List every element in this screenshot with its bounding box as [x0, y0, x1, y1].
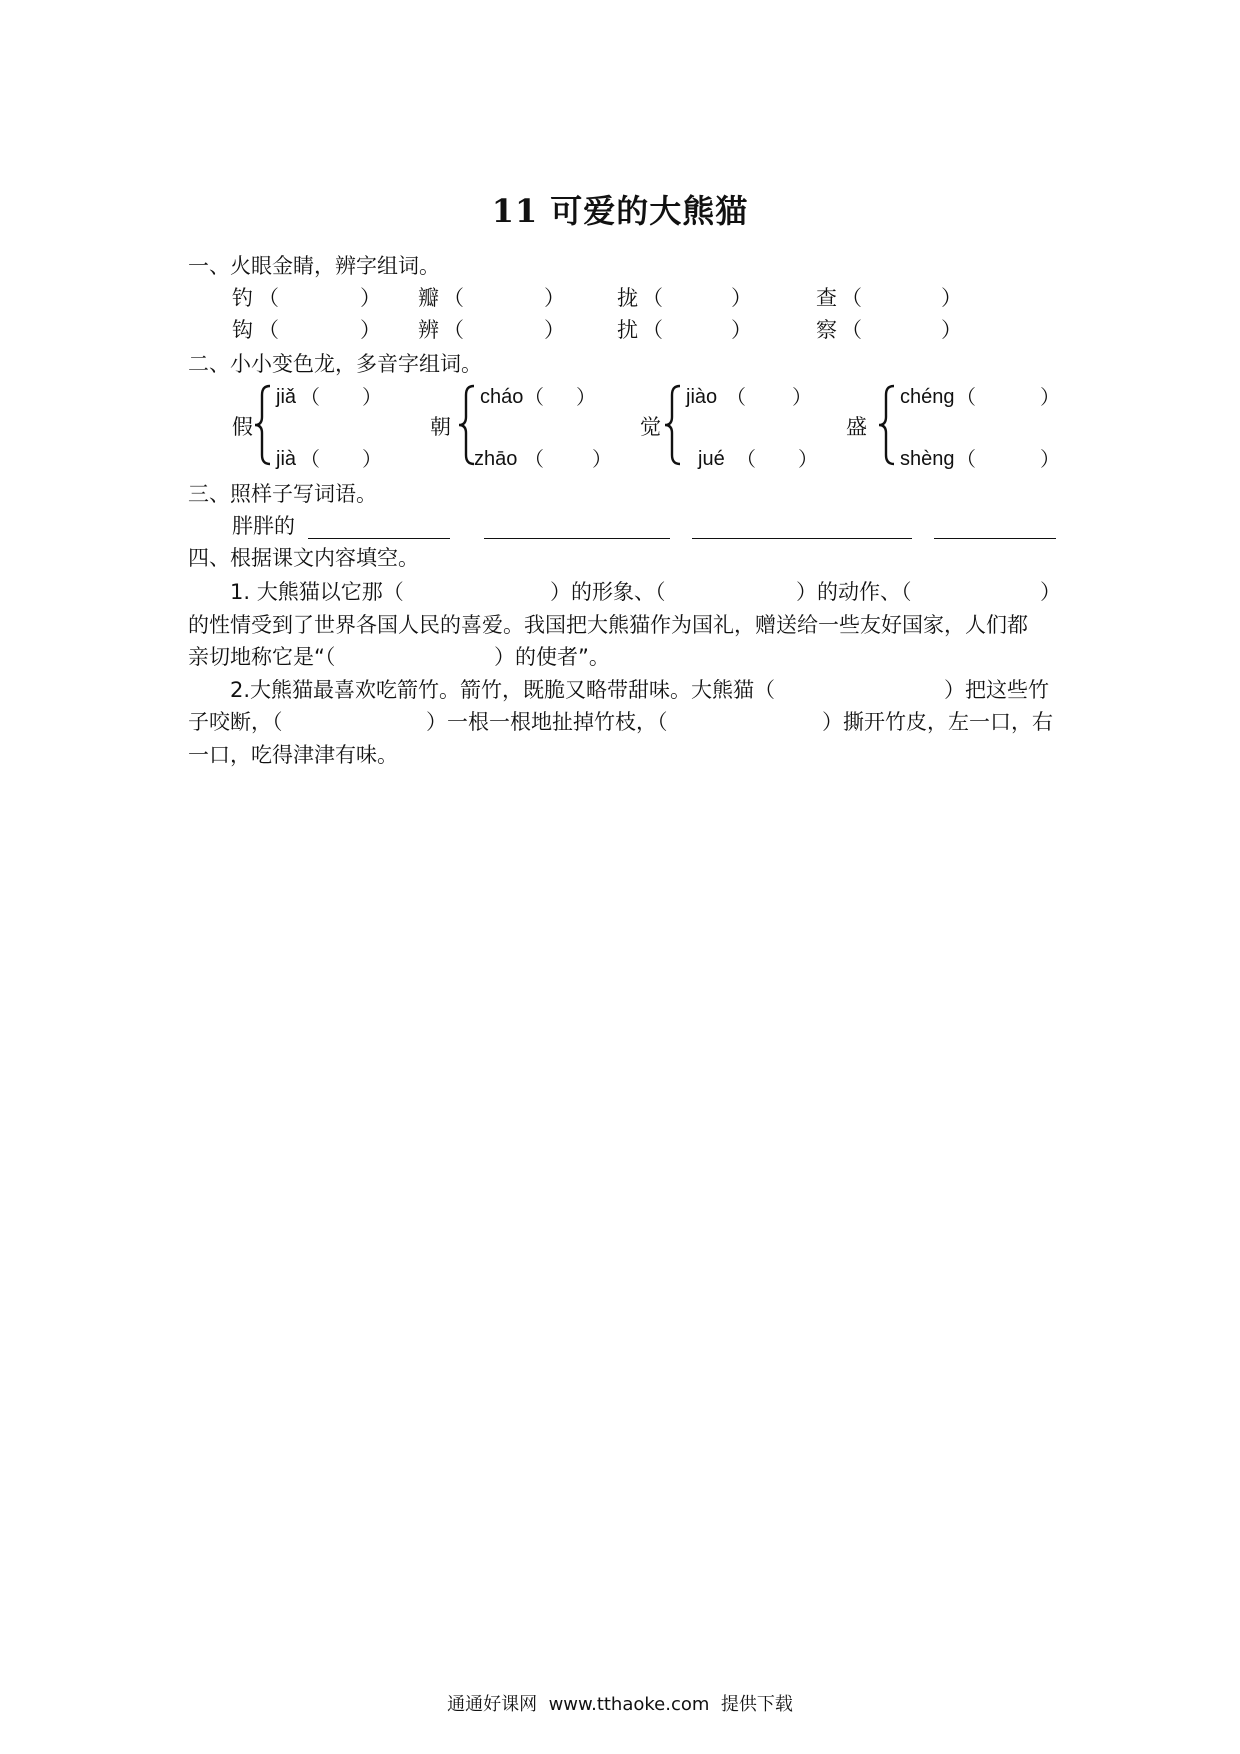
section-2-heading: 二、小小变色龙，多音字组词。 [188, 352, 482, 376]
word-char: 拢 [617, 286, 638, 310]
answer-line [484, 538, 670, 539]
paren-close: ） [1040, 580, 1061, 604]
word-char: 扰 [617, 318, 638, 342]
fill-text: ）的形象、（ [550, 580, 666, 604]
paren-close: ） [798, 447, 818, 471]
pinyin-bottom: jué [698, 448, 725, 470]
word-char: 察 [816, 318, 837, 342]
word-char: 瓣 [418, 286, 439, 310]
brace-icon [252, 383, 276, 467]
pinyin-top: chéng [900, 386, 955, 408]
paren-open: （ [726, 385, 746, 409]
paren-open: （ [258, 286, 279, 310]
word-char: 辨 [418, 318, 439, 342]
section-4-heading: 四、根据课文内容填空。 [188, 546, 419, 570]
pinyin-bottom: jià [276, 448, 297, 470]
lesson-title: 可爱的大熊猫 [550, 192, 749, 230]
pinyin-top: cháo [480, 386, 524, 408]
paren-open: （ [642, 286, 663, 310]
paren-close: ） [1040, 447, 1060, 471]
paren-open: （ [956, 385, 976, 409]
word-char: 钩 [232, 318, 253, 342]
fill-text: ）的动作、（ [796, 580, 912, 604]
polyphone-char: 朝 [430, 415, 451, 439]
paren-close: ） [792, 385, 812, 409]
paren-open: （ [841, 286, 862, 310]
fill-text: 一口，吃得津津有味。 [188, 743, 398, 767]
paren-open: （ [524, 385, 544, 409]
fill-text: 2.大熊猫最喜欢吃箭竹。箭竹，既脆又略带甜味。大熊猫（ [230, 678, 776, 702]
word-char: 查 [816, 286, 837, 310]
paren-open: （ [524, 447, 544, 471]
fill-text: ）一根一根地扯掉竹枝，（ [426, 710, 668, 734]
word-char: 钓 [232, 286, 253, 310]
paren-open: （ [300, 385, 320, 409]
paren-open: （ [258, 318, 279, 342]
lesson-number: 11 [491, 192, 539, 230]
fill-text: ）把这些竹 [944, 678, 1049, 702]
fill-text: ）撕开竹皮，左一口，右 [822, 710, 1053, 734]
polyphone-char: 盛 [846, 415, 867, 439]
brace-icon [876, 383, 900, 467]
paren-close: ） [592, 447, 612, 471]
paren-open: （ [956, 447, 976, 471]
paren-close: ） [941, 286, 962, 310]
section-3-heading: 三、照样子写词语。 [188, 482, 377, 506]
pinyin-bottom: shèng [900, 448, 955, 470]
paren-close: ） [362, 385, 382, 409]
paren-close: ） [576, 385, 596, 409]
pinyin-bottom: zhāo [474, 448, 518, 470]
fill-text: ）的使者”。 [494, 645, 610, 669]
paren-close: ） [360, 318, 381, 342]
paren-close: ） [544, 286, 565, 310]
paren-close: ） [1040, 385, 1060, 409]
paren-close: ） [941, 318, 962, 342]
fill-text: 亲切地称它是“（ [188, 645, 336, 669]
paren-open: （ [642, 318, 663, 342]
paren-close: ） [362, 447, 382, 471]
section-1-heading: 一、火眼金睛，辨字组词。 [188, 254, 440, 278]
answer-line [692, 538, 912, 539]
pinyin-top: jiào [686, 386, 718, 408]
polyphone-char: 觉 [640, 415, 661, 439]
paren-open: （ [841, 318, 862, 342]
fill-text: 子咬断，（ [188, 710, 283, 734]
paren-open: （ [736, 447, 756, 471]
polyphone-char: 假 [232, 415, 253, 439]
page-title [0, 186, 1240, 232]
footer-credit: 通通好课网 www.tthaoke.com 提供下载 [447, 1694, 793, 1715]
paren-close: ） [360, 286, 381, 310]
answer-line [934, 538, 1056, 539]
paren-close: ） [544, 318, 565, 342]
paren-open: （ [443, 286, 464, 310]
fill-text: 1. 大熊猫以它那（ [230, 580, 404, 604]
paren-close: ） [731, 286, 752, 310]
paren-open: （ [443, 318, 464, 342]
paren-close: ） [731, 318, 752, 342]
answer-line [308, 538, 450, 539]
fill-text: 的性情受到了世界各国人民的喜爱。我国把大熊猫作为国礼，赠送给一些友好国家，人们都 [188, 613, 1028, 637]
paren-open: （ [300, 447, 320, 471]
pinyin-top: jiǎ [276, 386, 297, 408]
brace-icon [662, 383, 686, 467]
example-word: 胖胖的 [232, 514, 295, 538]
